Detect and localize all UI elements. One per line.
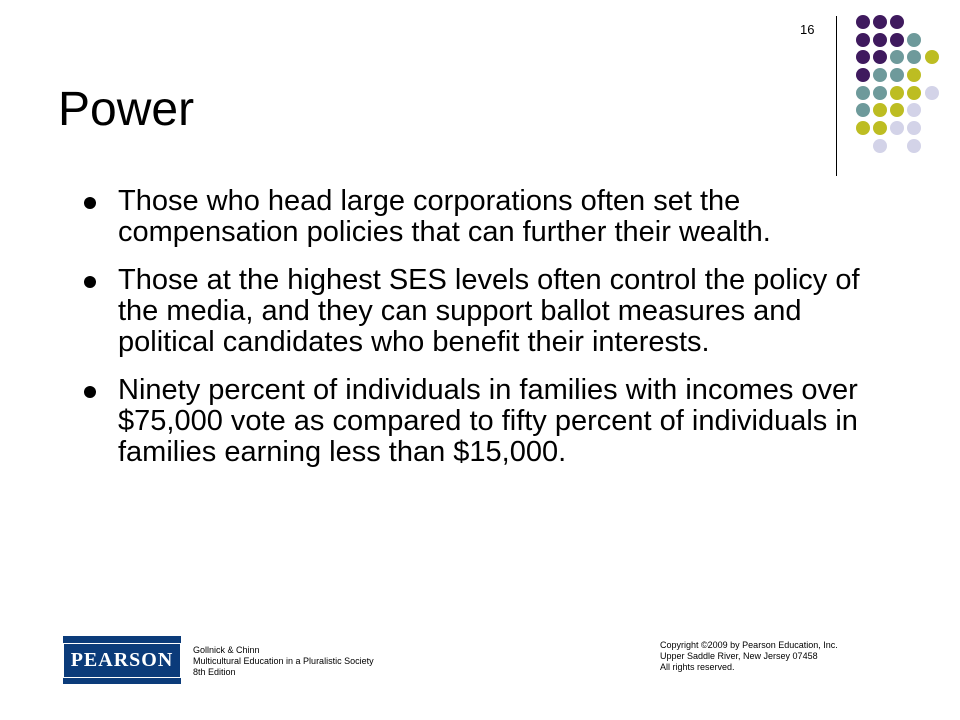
decor-dot: [890, 50, 904, 64]
bullet-icon: [84, 386, 96, 398]
bullet-item: [84, 375, 904, 468]
bullet-item: [84, 186, 904, 248]
copyright-info: [660, 640, 838, 673]
decor-dot: [907, 68, 921, 82]
decor-dot: [907, 103, 921, 117]
decor-dot: [890, 121, 904, 135]
decor-dot: [907, 33, 921, 47]
decor-dot: [873, 50, 887, 64]
decor-dot: [907, 86, 921, 100]
decor-dot: [873, 68, 887, 82]
copyright-line: Copyright ©2009 by Pearson Education, Inc.: [660, 640, 838, 650]
bullet-text: Those at the highest SES levels often control the policy of the media, and they can support ballot measures and political candidates who benefit their interests.: [118, 264, 860, 358]
bullet-icon: [84, 276, 96, 288]
decor-dot: [890, 33, 904, 47]
decor-dot: [856, 33, 870, 47]
book-title: Multicultural Education in a Pluralistic Society: [193, 656, 374, 666]
pearson-logo: [63, 636, 181, 684]
decor-dot: [856, 121, 870, 135]
decor-dot: [890, 15, 904, 29]
decor-dot: [873, 86, 887, 100]
decor-dot: [856, 86, 870, 100]
decor-dot: [873, 121, 887, 135]
decor-dot: [856, 15, 870, 29]
decor-dot: [856, 50, 870, 64]
copyright-address: Upper Saddle River, New Jersey 07458: [660, 651, 818, 661]
decor-dot: [856, 68, 870, 82]
bullet-item: [84, 265, 904, 358]
decor-dot: [907, 50, 921, 64]
decor-dot: [925, 50, 939, 64]
book-edition: 8th Edition: [193, 667, 236, 677]
decor-dot: [873, 33, 887, 47]
decor-dot: [907, 139, 921, 153]
slide-number: 16: [800, 22, 815, 37]
title-divider-line: [836, 16, 837, 176]
pearson-logo-text: PEARSON: [63, 643, 182, 678]
decor-dot: [873, 139, 887, 153]
slide-title: Power: [58, 83, 195, 136]
bullet-icon: [84, 197, 96, 209]
decor-dot: [890, 103, 904, 117]
decor-dot: [873, 103, 887, 117]
book-info: [193, 645, 374, 678]
decor-dot: [925, 86, 939, 100]
decor-dot: [856, 103, 870, 117]
decor-dot: [873, 15, 887, 29]
book-authors: Gollnick & Chinn: [193, 645, 260, 655]
decor-dot: [890, 68, 904, 82]
copyright-rights: All rights reserved.: [660, 662, 735, 672]
decor-dot: [907, 121, 921, 135]
bullet-list: [84, 186, 904, 485]
decor-dot: [890, 86, 904, 100]
bullet-text: Ninety percent of individuals in families with incomes over $75,000 vote as compared to fifty percent of individuals in families earning less than $15,000.: [118, 374, 858, 468]
bullet-text: Those who head large corporations often set the compensation policies that can further their wealth.: [118, 185, 771, 248]
